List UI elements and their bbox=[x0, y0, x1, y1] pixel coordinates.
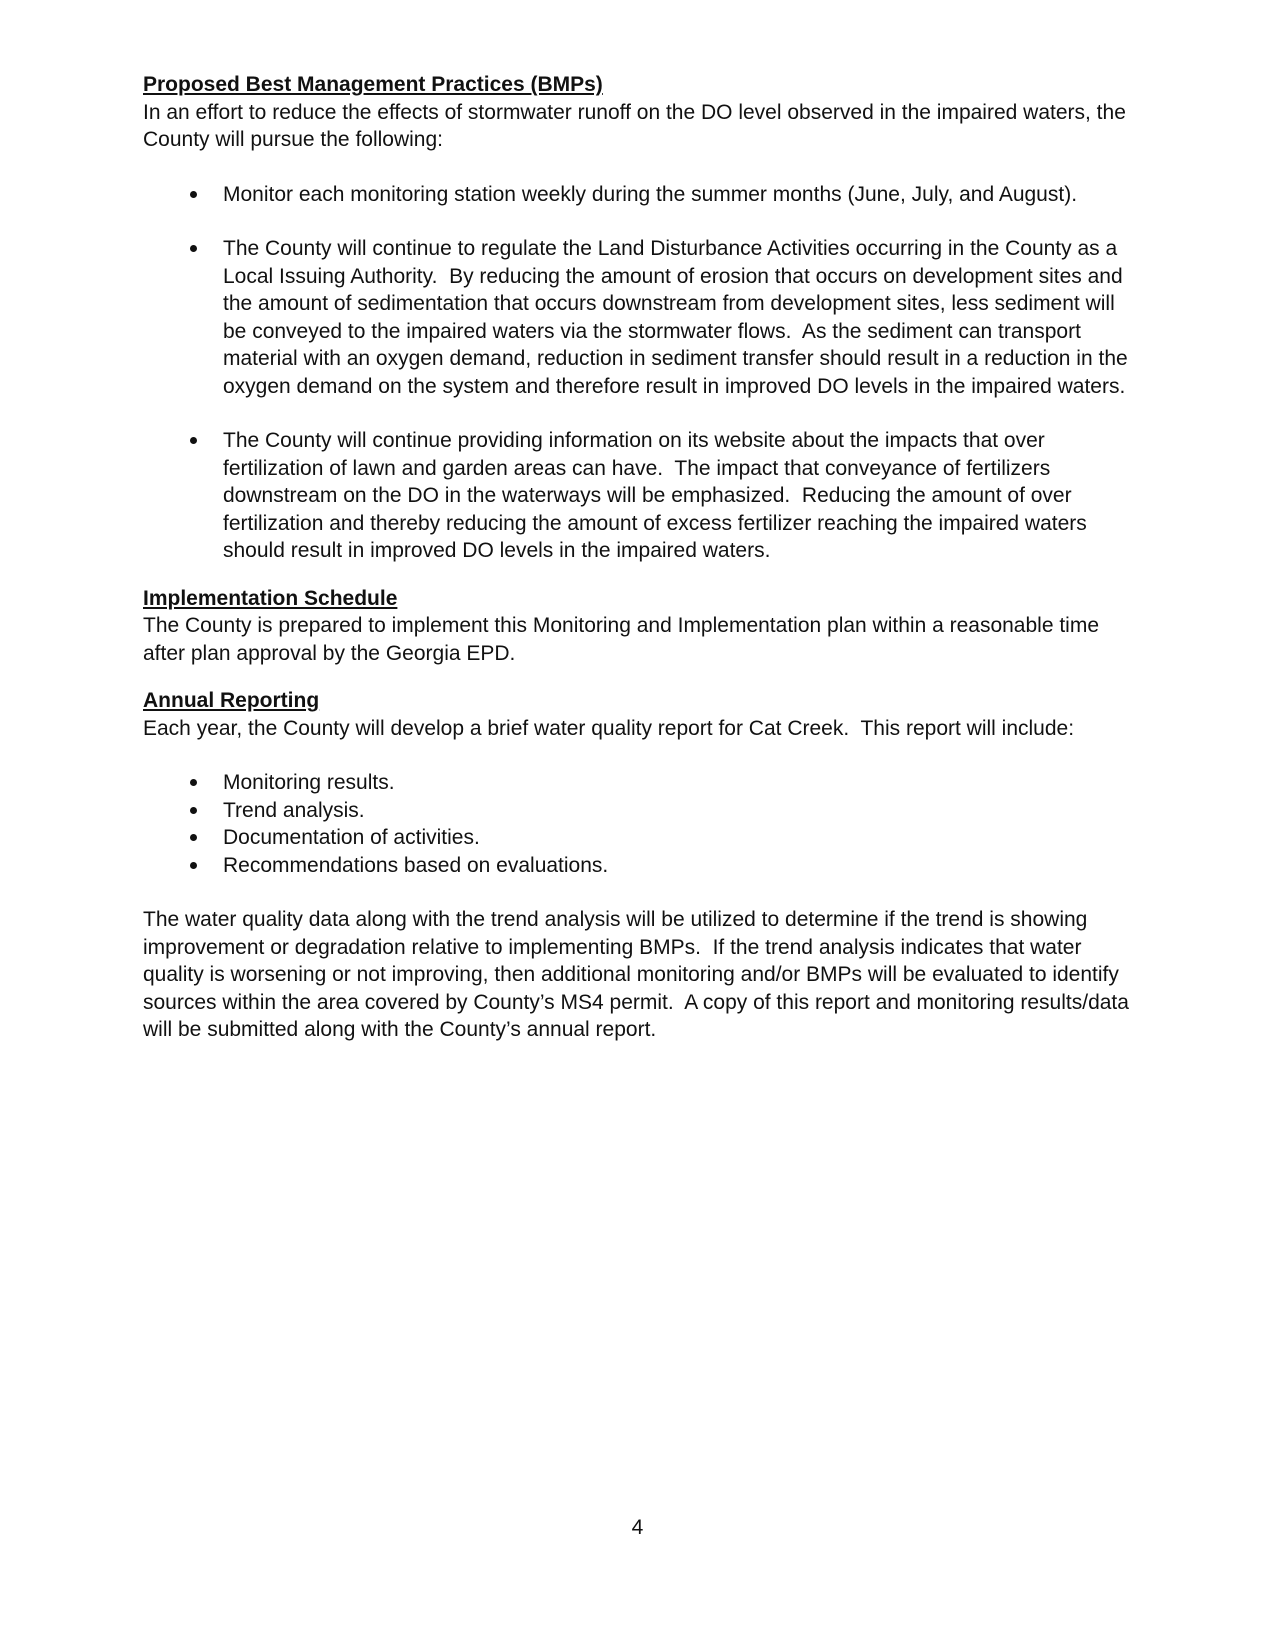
bullet-item bbox=[143, 235, 1135, 400]
bullet-text: Monitor each monitoring station weekly during the summer months (June, July, and August). bbox=[223, 182, 1078, 206]
section-intro-annual-reporting: Each year, the County will develop a brief water quality report for Cat Creek. This report will include: bbox=[143, 716, 1075, 740]
bullet-item bbox=[143, 797, 1135, 825]
page-number: 4 bbox=[631, 1516, 644, 1539]
bullet-dot-icon bbox=[190, 834, 197, 841]
bullet-dot-icon bbox=[190, 862, 197, 869]
section-proposed-bmps bbox=[143, 71, 1135, 565]
bullet-dot-icon bbox=[190, 191, 197, 198]
bullet-text: Documentation of activities. bbox=[223, 826, 480, 849]
section-heading-proposed-bmps: Proposed Best Management Practices (BMPs) bbox=[143, 73, 603, 96]
bullet-dot-icon bbox=[190, 437, 197, 444]
bullet-text: Trend analysis. bbox=[223, 798, 365, 822]
section-closing-annual-reporting: The water quality data along with the trend analysis will be utilized to determine if the trend is showing improvement or degradation relative to implementing BMPs. If the trend analysis indicates that water quality is worsening or not improving, then additional monitoring and/or BMPs will be evaluated to identify sources within the area covered by County’s MS4 permit. A copy of this report and monitoring results/data will be submitted along with the County’s annual report. bbox=[143, 908, 1135, 1041]
bullet-text: Monitoring results. bbox=[223, 771, 395, 794]
bullet-item bbox=[143, 181, 1135, 209]
bullet-text: Recommendations based on evaluations. bbox=[223, 853, 609, 877]
section-heading-annual-reporting: Annual Reporting bbox=[143, 689, 320, 712]
section-implementation-schedule bbox=[143, 585, 1135, 668]
bullet-text: The County will continue providing information on its website about the impacts that over fertilization of lawn and garden areas can have. The impact that conveyance of fertilizers downstream on the DO in the waterways will be emphasized. Reducing the amount of over fertilization and thereby reducing the amount of excess fertilizer reaching the impaired waters should result in improved DO levels in the impaired waters. bbox=[223, 429, 1093, 562]
bullet-text: The County will continue to regulate the Land Disturbance Activities occurring in the County as a Local Issuing Authority. By reducing the amount of erosion that occurs on development sites and the amount of sedimentation that occurs downstream from development sites, less sediment will be conveyed to the impaired waters via the stormwater flows. As the sediment can transport material with an oxygen demand, reduction in sediment transfer should result in a reduction in the oxygen demand on the system and therefore result in improved DO levels in the impaired waters. bbox=[223, 237, 1134, 398]
report-items-list bbox=[143, 769, 1135, 879]
bullet-dot-icon bbox=[190, 807, 197, 814]
bullet-dot-icon bbox=[190, 245, 197, 252]
section-body-implementation-schedule: The County is prepared to implement this Monitoring and Implementation plan within a reasonable time after plan approval by the Georgia EPD. bbox=[143, 614, 1105, 665]
section-intro-proposed-bmps: In an effort to reduce the effects of stormwater runoff on the DO level observed in the impaired waters, the County will pursue the following: bbox=[143, 100, 1132, 151]
bullet-item bbox=[143, 769, 1135, 797]
section-heading-implementation-schedule: Implementation Schedule bbox=[143, 586, 398, 610]
bullet-item bbox=[143, 852, 1135, 880]
section-annual-reporting bbox=[143, 687, 1135, 1044]
bullet-dot-icon bbox=[190, 779, 197, 786]
bullet-item bbox=[143, 824, 1135, 852]
bullet-item bbox=[143, 427, 1135, 565]
